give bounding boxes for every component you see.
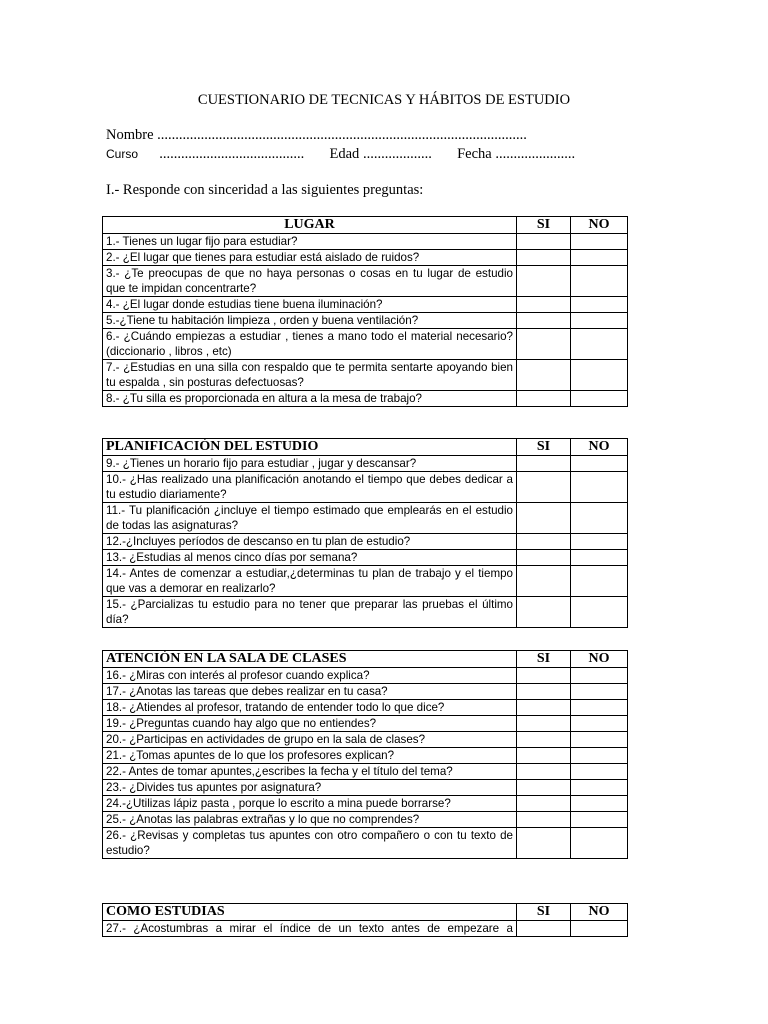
no-answer-cell[interactable] (571, 700, 628, 716)
instruction: I.- Responde con sinceridad a las siguientes preguntas: (106, 182, 424, 198)
section-header: ATENCIÓN EN LA SALA DE CLASES (103, 651, 517, 668)
no-answer-cell[interactable] (571, 550, 628, 566)
si-answer-cell[interactable] (517, 796, 571, 812)
section-table-como-estudias (102, 903, 628, 937)
question-text: 9.- ¿Tienes un horario fijo para estudiar , jugar y descansar? (103, 456, 517, 472)
question-text: 2.- ¿El lugar que tienes para estudiar está aislado de ruidos? (103, 250, 517, 266)
si-answer-cell[interactable] (517, 700, 571, 716)
question-text: 10.- ¿Has realizado una planificación anotando el tiempo que debes dedicar a tu estudio diariamente? (103, 472, 517, 503)
question-row (103, 780, 628, 796)
no-answer-cell[interactable] (571, 360, 628, 391)
si-column-header: SI (517, 439, 571, 456)
section-header-row (103, 904, 628, 921)
section-table-lugar (102, 216, 628, 407)
si-answer-cell[interactable] (517, 812, 571, 828)
si-answer-cell[interactable] (517, 329, 571, 360)
question-row (103, 250, 628, 266)
si-answer-cell[interactable] (517, 668, 571, 684)
question-text: 1.- Tienes un lugar fijo para estudiar? (103, 234, 517, 250)
question-row (103, 391, 628, 407)
question-text: 5.-¿Tiene tu habitación limpieza , orden y buena ventilación? (103, 313, 517, 329)
question-row (103, 828, 628, 859)
si-answer-cell[interactable] (517, 297, 571, 313)
no-answer-cell[interactable] (571, 297, 628, 313)
question-text: 21.- ¿Tomas apuntes de lo que los profesores explican? (103, 748, 517, 764)
question-text: 18.- ¿Atiendes al profesor, tratando de entender todo lo que dice? (103, 700, 517, 716)
no-answer-cell[interactable] (571, 684, 628, 700)
no-column-header: NO (571, 904, 628, 921)
si-answer-cell[interactable] (517, 921, 571, 937)
si-column-header: SI (517, 651, 571, 668)
question-text: 11.- Tu planificación ¿incluye el tiempo estimado que emplearás en el estudio de todas las asignaturas? (103, 503, 517, 534)
question-text: 4.- ¿El lugar donde estudias tiene buena iluminación? (103, 297, 517, 313)
page-title: CUESTIONARIO DE TECNICAS Y HÁBITOS DE ESTUDIO (197, 92, 571, 108)
question-row (103, 716, 628, 732)
nombre-label: Nombre (106, 127, 154, 143)
question-text: 23.- ¿Divides tus apuntes por asignatura? (103, 780, 517, 796)
si-answer-cell[interactable] (517, 566, 571, 597)
question-row (103, 360, 628, 391)
no-answer-cell[interactable] (571, 234, 628, 250)
no-answer-cell[interactable] (571, 796, 628, 812)
si-column-header: SI (517, 217, 571, 234)
question-row (103, 234, 628, 250)
no-answer-cell[interactable] (571, 456, 628, 472)
question-row (103, 812, 628, 828)
question-text: 7.- ¿Estudias en una silla con respaldo que te permita sentarte apoyando bien tu espalda , sin posturas defectuosas? (103, 360, 517, 391)
question-row (103, 921, 628, 937)
no-answer-cell[interactable] (571, 748, 628, 764)
question-row (103, 550, 628, 566)
no-answer-cell[interactable] (571, 764, 628, 780)
question-text: 27.- ¿Acostumbras a mirar el índice de un texto antes de empezare a (103, 921, 517, 937)
question-row (103, 503, 628, 534)
curso-line (106, 146, 575, 163)
si-answer-cell[interactable] (517, 503, 571, 534)
curso-field[interactable]: ........................................ (159, 146, 305, 162)
section-header: PLANIFICACIÓN DEL ESTUDIO (103, 439, 517, 456)
question-row (103, 796, 628, 812)
edad-field[interactable]: ................... (362, 146, 432, 162)
no-column-header: NO (571, 439, 628, 456)
si-answer-cell[interactable] (517, 266, 571, 297)
no-answer-cell[interactable] (571, 668, 628, 684)
question-row (103, 748, 628, 764)
question-row (103, 534, 628, 550)
si-answer-cell[interactable] (517, 716, 571, 732)
question-text: 20.- ¿Participas en actividades de grupo en la sala de clases? (103, 732, 517, 748)
question-text: 22.- Antes de tomar apuntes,¿escribes la fecha y el título del tema? (103, 764, 517, 780)
section-header-row (103, 651, 628, 668)
si-answer-cell[interactable] (517, 732, 571, 748)
no-answer-cell[interactable] (571, 597, 628, 628)
section-header-row (103, 217, 628, 234)
nombre-field[interactable]: ...................................................................................................... (157, 127, 527, 143)
si-answer-cell[interactable] (517, 360, 571, 391)
section-table-atencion (102, 650, 628, 859)
question-row (103, 456, 628, 472)
question-row (103, 732, 628, 748)
si-answer-cell[interactable] (517, 250, 571, 266)
question-text: 3.- ¿Te preocupas de que no haya personas o cosas en tu lugar de estudio que te impidan concentrarte? (103, 266, 517, 297)
question-row (103, 266, 628, 297)
si-answer-cell[interactable] (517, 828, 571, 859)
no-answer-cell[interactable] (571, 716, 628, 732)
si-answer-cell[interactable] (517, 391, 571, 407)
no-answer-cell[interactable] (571, 812, 628, 828)
question-row (103, 764, 628, 780)
question-text: 12.-¿Incluyes períodos de descanso en tu plan de estudio? (103, 534, 517, 550)
section-table-planificacion (102, 438, 628, 628)
question-text: 6.- ¿Cuándo empiezas a estudiar , tienes a mano todo el material necesario?(diccionario , libros , etc) (103, 329, 517, 360)
question-text: 24.-¿Utilizas lápiz pasta , porque lo escrito a mina puede borrarse? (103, 796, 517, 812)
nombre-line (106, 127, 527, 144)
no-answer-cell[interactable] (571, 503, 628, 534)
no-answer-cell[interactable] (571, 921, 628, 937)
question-row (103, 472, 628, 503)
question-text: 26.- ¿Revisas y completas tus apuntes con otro compañero o con tu texto de estudio? (103, 828, 517, 859)
si-answer-cell[interactable] (517, 472, 571, 503)
question-text: 17.- ¿Anotas las tareas que debes realizar en tu casa? (103, 684, 517, 700)
si-answer-cell[interactable] (517, 684, 571, 700)
si-answer-cell[interactable] (517, 534, 571, 550)
question-row (103, 700, 628, 716)
question-row (103, 668, 628, 684)
si-answer-cell[interactable] (517, 780, 571, 796)
question-row (103, 597, 628, 628)
curso-label: Curso (106, 147, 139, 161)
si-answer-cell[interactable] (517, 764, 571, 780)
no-answer-cell[interactable] (571, 566, 628, 597)
question-text: 19.- ¿Preguntas cuando hay algo que no entiendes? (103, 716, 517, 732)
si-answer-cell[interactable] (517, 234, 571, 250)
no-answer-cell[interactable] (571, 391, 628, 407)
question-text: 13.- ¿Estudias al menos cinco días por semana? (103, 550, 517, 566)
question-row (103, 313, 628, 329)
question-text: 15.- ¿Parcializas tu estudio para no tener que preparar las pruebas el último día? (103, 597, 517, 628)
no-answer-cell[interactable] (571, 828, 628, 859)
no-answer-cell[interactable] (571, 266, 628, 297)
si-answer-cell[interactable] (517, 313, 571, 329)
no-answer-cell[interactable] (571, 329, 628, 360)
si-answer-cell[interactable] (517, 597, 571, 628)
no-answer-cell[interactable] (571, 780, 628, 796)
no-answer-cell[interactable] (571, 313, 628, 329)
question-text: 14.- Antes de comenzar a estudiar,¿determinas tu plan de trabajo y el tiempo que vas a demorar en realizarlo? (103, 566, 517, 597)
no-answer-cell[interactable] (571, 732, 628, 748)
no-answer-cell[interactable] (571, 472, 628, 503)
edad-label: Edad (329, 146, 360, 162)
question-row (103, 684, 628, 700)
question-text: 16.- ¿Miras con interés al profesor cuando explica? (103, 668, 517, 684)
si-answer-cell[interactable] (517, 550, 571, 566)
question-row (103, 329, 628, 360)
no-answer-cell[interactable] (571, 534, 628, 550)
si-answer-cell[interactable] (517, 456, 571, 472)
question-text: 8.- ¿Tu silla es proporcionada en altura a la mesa de trabajo? (103, 391, 517, 407)
question-row (103, 297, 628, 313)
question-text: 25.- ¿Anotas las palabras extrañas y lo que no comprendes? (103, 812, 517, 828)
no-column-header: NO (571, 651, 628, 668)
fecha-label: Fecha (457, 146, 492, 162)
no-answer-cell[interactable] (571, 250, 628, 266)
no-column-header: NO (571, 217, 628, 234)
si-column-header: SI (517, 904, 571, 921)
si-answer-cell[interactable] (517, 748, 571, 764)
section-header-row (103, 439, 628, 456)
fecha-field[interactable]: ...................... (495, 146, 576, 162)
section-header: COMO ESTUDIAS (103, 904, 517, 921)
section-header: LUGAR (103, 217, 517, 234)
question-row (103, 566, 628, 597)
